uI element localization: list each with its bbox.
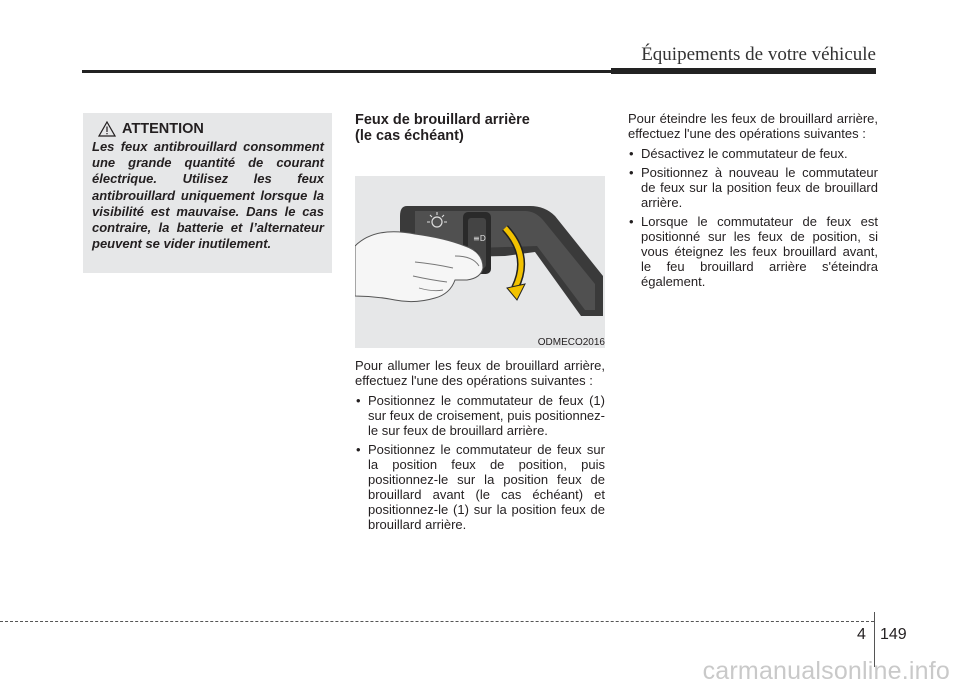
figure-code: ODMECO2016 [537,337,605,348]
list-item: • Positionnez à nouveau le commutateur de feux sur la position feux de brouillard arrière. [628,165,878,210]
svg-text:≡D: ≡D [473,234,486,243]
section-title [355,112,605,144]
light-switch-drawing [355,176,605,348]
warning-header [98,121,324,137]
section-title-line1: Feux de brouillard arrière [355,112,530,128]
watermark: carmanualsonline.info [702,657,950,685]
turn-on-list [355,393,605,532]
warning-text: Les feux antibrouillard consomment une grande quantité de courant électrique. Utilisez les feux antibrouillard uniquement lorsque la visibilité est mauvaise. Dans le cas contraire, la batterie et l’alternateur peuvent se vider inutilement. [92,139,324,252]
turn-on-intro: Pour allumer les feux de brouillard arrière, effectuez l'une des opérations suivantes : [355,358,605,388]
turn-on-instructions [355,358,605,536]
list-item: • Positionnez le commutateur de feux sur la position feux de position, puis positionnez-le sur la position feux de brouillard avant (le cas échéant) et positionnez-le (1) sur la position feux de brouillard arrière. [355,442,605,532]
list-item: • Lorsque le commutateur de feux est positionné sur les feux de position, si vous éteignez les feux brouillard avant, le feu brouillard arrière s'éteindra également. [628,214,878,289]
warning-title: ATTENTION [122,121,204,137]
header-title: Équipements de votre véhicule [641,44,876,65]
turn-off-list [628,146,878,289]
turn-off-instructions [628,111,878,293]
section-title-line2: (le cas échéant) [355,128,464,144]
page-number: 149 [880,626,907,643]
turn-off-intro: Pour éteindre les feux de brouillard arrière, effectuez l'une des opérations suivantes : [628,111,878,141]
list-item: • Désactivez le commutateur de feux. [628,146,878,161]
header-rule-accent [611,68,876,74]
warning-triangle-icon [98,121,116,137]
footer-rule [0,621,874,622]
light-switch-illustration [355,176,605,348]
list-item: • Positionnez le commutateur de feux (1) sur feux de croisement, puis positionnez-le sur feux de brouillard arrière. [355,393,605,438]
warning-box [83,113,332,273]
chapter-number: 4 [857,626,866,643]
